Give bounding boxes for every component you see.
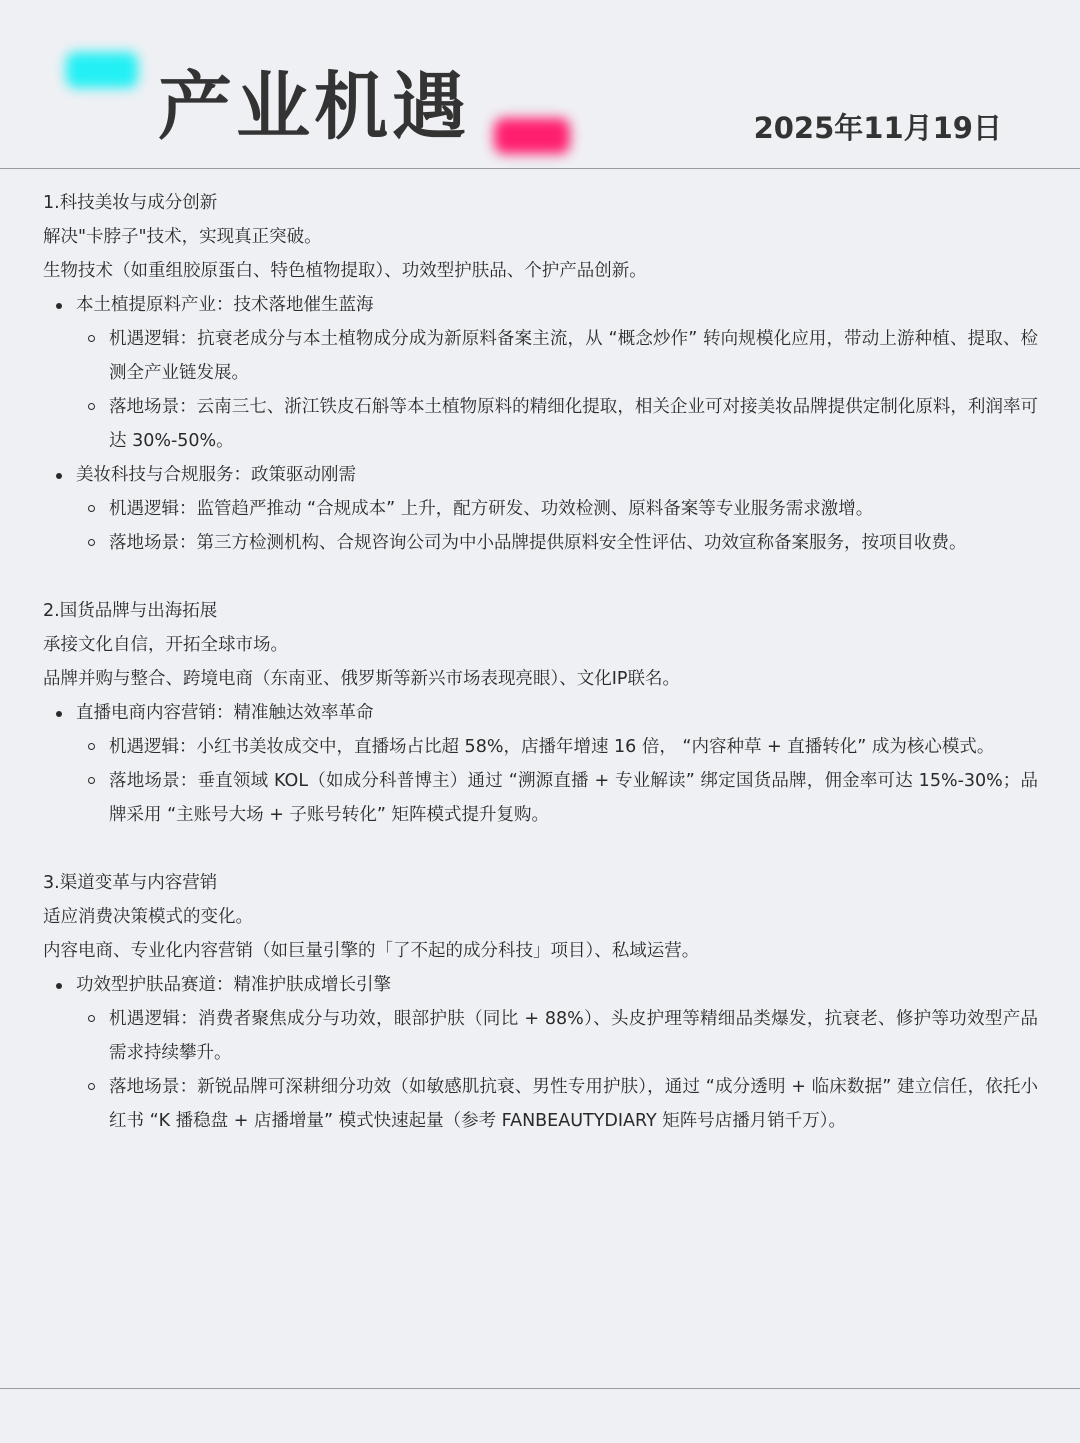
sub-item-text: 机遇逻辑：监管趋严推动 “合规成本” 上升，配方研发、功效检测、原料备案等专业服务需求激增。: [109, 499, 874, 519]
section-summary: 适应消费决策模式的变化。: [43, 907, 253, 927]
section-heading: 2.国货品牌与出海拓展: [43, 601, 218, 621]
section-domestic-brands: [43, 594, 1038, 832]
cyan-highlight-decoration: [66, 52, 138, 88]
sub-item-text: 机遇逻辑：消费者聚焦成分与功效，眼部护肤（同比 + 88%）、头皮护理等精细品类爆发，抗衰老、修护等功效型产品需求持续攀升。: [109, 1009, 1038, 1063]
bullet-item: [43, 696, 1038, 730]
bullet-list: [43, 696, 1038, 832]
sub-item: [43, 322, 1038, 390]
bullet-label: 本土植提原料产业：技术落地催生蓝海: [76, 295, 374, 315]
sub-item: [43, 1002, 1038, 1070]
sub-item-text: 落地场景：云南三七、浙江铁皮石斛等本土植物原料的精细化提取，相关企业可对接美妆品牌提供定制化原料，利润率可达 30%-50%。: [109, 397, 1038, 451]
sub-item: [43, 390, 1038, 458]
bullet-list: [43, 968, 1038, 1138]
header-divider: [0, 168, 1080, 169]
sub-item: [43, 526, 1038, 560]
sub-item-text: 落地场景：垂直领域 KOL（如成分科普博主）通过 “溯源直播 + 专业解读” 绑定国货品牌，佣金率可达 15%-30%；品牌采用 “主账号大场 + 子账号转化” 矩阵模式提升复购。: [109, 771, 1038, 825]
sub-item: [43, 492, 1038, 526]
pink-highlight-decoration: [494, 118, 570, 154]
sub-item: [43, 730, 1038, 764]
section-detail: 内容电商、专业化内容营销（如巨量引擎的「了不起的成分科技」项目）、私域运营。: [43, 941, 700, 961]
bullet-item: [43, 288, 1038, 322]
section-channel-content: [43, 866, 1038, 1138]
sub-item-text: 落地场景：新锐品牌可深耕细分功效（如敏感肌抗衰、男性专用护肤），通过 “成分透明 + 临床数据” 建立信任，依托小红书 “K 播稳盘 + 店播增量” 模式快速起量（参考 FANBEAUTYDIARY 矩阵号店播月销千万）。: [109, 1077, 1038, 1131]
sub-item-text: 机遇逻辑：小红书美妆成交中，直播场占比超 58%，店播年增速 16 倍， “内容种草 + 直播转化” 成为核心模式。: [109, 737, 995, 757]
section-detail: 生物技术（如重组胶原蛋白、特色植物提取）、功效型护肤品、个护产品创新。: [43, 261, 647, 281]
bullet-label: 直播电商内容营销：精准触达效率革命: [76, 703, 374, 723]
section-heading: 3.渠道变革与内容营销: [43, 873, 218, 893]
bullet-item: [43, 968, 1038, 1002]
sub-item-text: 落地场景：第三方检测机构、合规咨询公司为中小品牌提供原料安全性评估、功效宣称备案服务，按项目收费。: [109, 533, 967, 553]
sub-item: [43, 1070, 1038, 1138]
sub-item-text: 机遇逻辑：抗衰老成分与本土植物成分成为新原料备案主流，从 “概念炒作” 转向规模化应用，带动上游种植、提取、检测全产业链发展。: [109, 329, 1038, 383]
section-detail: 品牌并购与整合、跨境电商（东南亚、俄罗斯等新兴市场表现亮眼）、文化IP联名。: [43, 669, 680, 689]
section-tech-beauty: [43, 186, 1038, 560]
page-date: 2025年11月19日: [753, 111, 1002, 145]
section-heading: 1.科技美妆与成分创新: [43, 193, 218, 213]
article-body: [43, 186, 1038, 1138]
bullet-label: 美妆科技与合规服务：政策驱动刚需: [76, 465, 356, 485]
bullet-label: 功效型护肤品赛道：精准护肤成增长引擎: [76, 975, 391, 995]
page-header: [0, 0, 1080, 169]
section-summary: 解决"卡脖子"技术，实现真正突破。: [43, 227, 322, 247]
bullet-list: [43, 288, 1038, 560]
sub-item: [43, 764, 1038, 832]
bullet-item: [43, 458, 1038, 492]
footer-divider: [0, 1388, 1080, 1389]
page-title: 产业机遇: [158, 64, 470, 150]
section-summary: 承接文化自信，开拓全球市场。: [43, 635, 288, 655]
